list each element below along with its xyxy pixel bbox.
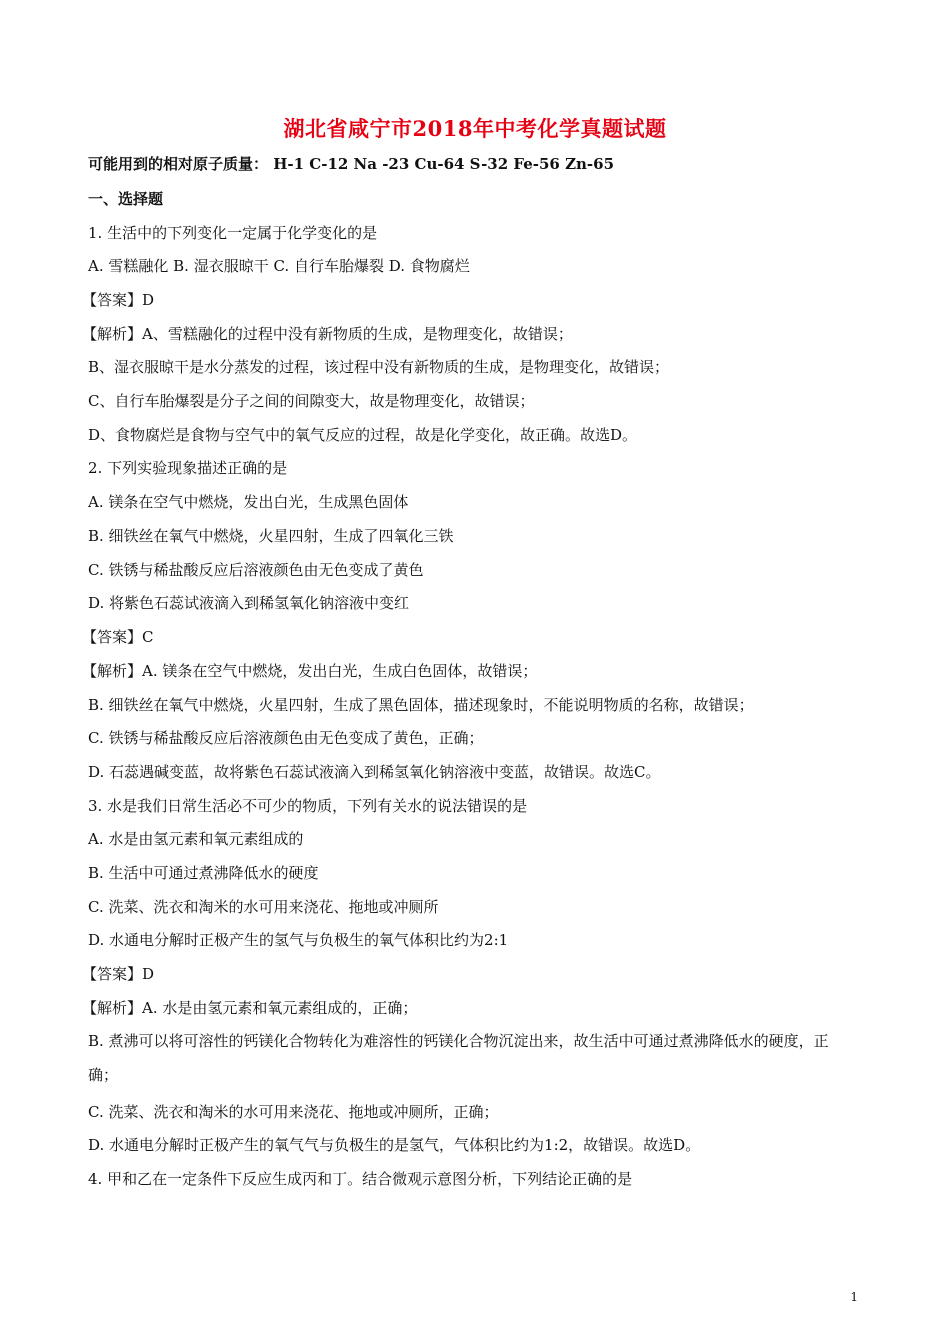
- question-3-analysis-line: D. 水通电分解时正极产生的氧气气与负极生的是氢气，气体积比约为1:2，故错误。故选D。: [88, 1136, 701, 1154]
- question-2-analysis-line: D. 石蕊遇碱变蓝，故将紫色石蕊试液滴入到稀氢氧化钠溶液中变蓝，故错误。故选C。: [88, 763, 661, 781]
- section-heading: 一、选择题: [88, 190, 164, 208]
- question-1-analysis-line: D、食物腐烂是食物与空气中的氧气反应的过程，故是化学变化，故正确。故选D。: [88, 426, 638, 444]
- question-3-answer: 【答案】D: [82, 965, 155, 983]
- question-1: 1. 生活中的下列变化一定属于化学变化的是: [88, 224, 378, 242]
- atomic-mass-line: 可能用到的相对原子质量： H-1 C-12 Na -23 Cu-64 S-32 Fe-56 Zn-65: [88, 155, 615, 173]
- question-3-option: B. 生活中可通过煮沸降低水的硬度: [88, 864, 319, 882]
- question-3-analysis-line: B. 煮沸可以将可溶性的钙镁化合物转化为难溶性的钙镁化合物沉淀出来，故生活中可通过煮沸降低水的硬度，正确；: [88, 1032, 829, 1084]
- question-3-option: D. 水通电分解时正极产生的氢气与负极生的氧气体积比约为2:1: [88, 931, 509, 949]
- question-2-option: C. 铁锈与稀盐酸反应后溶液颜色由无色变成了黄色: [88, 561, 424, 579]
- question-3-option: A. 水是由氢元素和氧元素组成的: [88, 830, 304, 848]
- question-1-analysis-line: 【解析】A、雪糕融化的过程中没有新物质的生成，是物理变化，故错误；: [82, 325, 573, 343]
- question-2-analysis-line: 【解析】A. 镁条在空气中燃烧，发出白光，生成白色固体，故错误；: [82, 662, 538, 680]
- question-4: 4. 甲和乙在一定条件下反应生成丙和丁。结合微观示意图分析，下列结论正确的是: [88, 1170, 633, 1188]
- question-3-analysis-line: 【解析】A. 水是由氢元素和氧元素组成的，正确；: [82, 999, 418, 1017]
- question-1-analysis-line: B、湿衣服晾干是水分蒸发的过程，该过程中没有新物质的生成，是物理变化，故错误；: [88, 358, 670, 376]
- question-3-analysis-line: C. 洗菜、洗衣和淘米的水可用来浇花、拖地或冲厕所，正确；: [88, 1103, 499, 1121]
- question-2-analysis-line: C. 铁锈与稀盐酸反应后溶液颜色由无色变成了黄色，正确；: [88, 729, 484, 747]
- question-2-option: B. 细铁丝在氧气中燃烧，火星四射，生成了四氧化三铁: [88, 527, 454, 545]
- question-2-option: D. 将紫色石蕊试液滴入到稀氢氧化钠溶液中变红: [88, 594, 410, 612]
- question-2-answer: 【答案】C: [82, 628, 154, 646]
- question-2-option: A. 镁条在空气中燃烧，发出白光，生成黑色固体: [88, 493, 409, 511]
- question-1-options: A. 雪糕融化 B. 湿衣服晾干 C. 自行车胎爆裂 D. 食物腐烂: [88, 257, 470, 275]
- question-2: 2. 下列实验现象描述正确的是: [88, 459, 288, 477]
- question-3: 3. 水是我们日常生活必不可少的物质，下列有关水的说法错误的是: [88, 797, 528, 815]
- page-number: 1: [850, 1290, 858, 1304]
- document-title: 湖北省咸宁市2018年中考化学真题试题: [283, 116, 667, 141]
- question-3-option: C. 洗菜、洗衣和淘米的水可用来浇花、拖地或冲厕所: [88, 898, 439, 916]
- question-2-analysis-line: B. 细铁丝在氧气中燃烧，火星四射，生成了黑色固体，描述现象时，不能说明物质的名称，故错误；: [88, 696, 754, 714]
- question-1-analysis-line: C、自行车胎爆裂是分子之间的间隙变大，故是物理变化，故错误；: [88, 392, 535, 410]
- question-1-answer: 【答案】D: [82, 291, 155, 309]
